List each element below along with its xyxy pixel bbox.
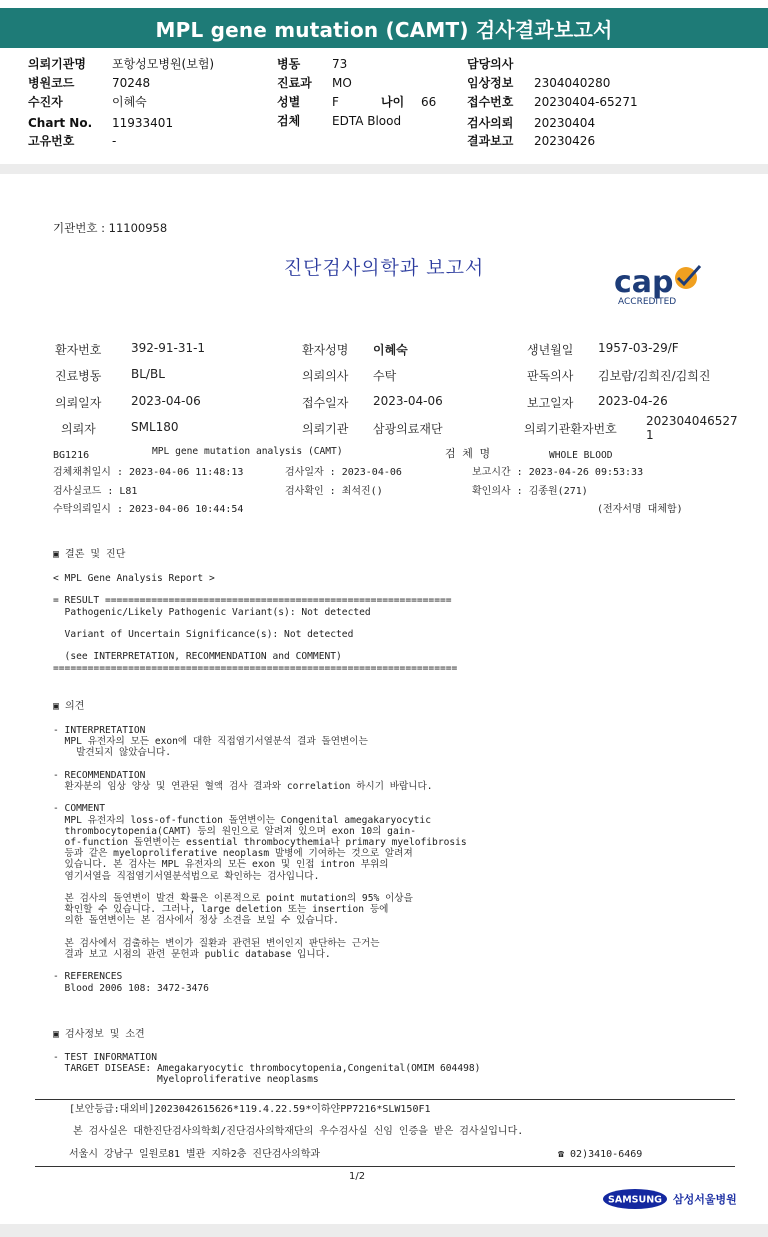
footer-rule-bottom <box>35 1166 735 1167</box>
cap-accredited-logo <box>612 262 708 308</box>
age-label: 나이 <box>381 95 405 109</box>
patient-value: 2023-04-06 <box>131 394 201 408</box>
patient-value: 202304046527 <box>646 414 738 428</box>
section-opinion-title: ▣ 의견 <box>53 701 85 712</box>
patient-label: 환자성명 <box>302 343 349 357</box>
header-value: EDTA Blood <box>332 114 402 128</box>
patient-value: 김보람/김희진/김희진 <box>598 369 711 383</box>
test-row-field: 확인의사 : 김종원(271) <box>472 486 588 497</box>
footer-rule-top <box>35 1099 735 1100</box>
header-row: 결과보고 <box>467 134 514 148</box>
header-row: 성별 <box>277 95 301 109</box>
patient-label: 의뢰일자 <box>55 396 102 410</box>
patient-value: 1957-03-29/F <box>598 341 679 355</box>
header-value: 73 <box>332 57 348 71</box>
cap-sub-text: ACCREDITED <box>618 297 677 307</box>
patient-value: SML180 <box>131 420 179 434</box>
test-row-field: 검사확인 : 최석진() <box>285 486 383 497</box>
samsung-hospital-logo <box>603 1187 743 1211</box>
e-signature-note: (전자서명 대체함) <box>597 504 683 515</box>
security-line: [보안등급:대외비]2023042615626*119.4.22.59*이하얀PP7216*SLW150F1 <box>69 1104 431 1115</box>
header-value: 2304040280 <box>534 76 611 90</box>
patient-label: 환자번호 <box>55 343 102 357</box>
section-conclusion-title: ▣ 결론 및 진단 <box>53 549 126 560</box>
page-title: MPL gene mutation (CAMT) 검사결과보고서 <box>0 8 768 48</box>
header-value: 이혜숙 <box>112 95 147 109</box>
header-value: - <box>112 134 117 148</box>
header-value: F <box>332 95 339 109</box>
header-value: 11933401 <box>112 116 174 130</box>
header-row: 검체 <box>277 114 301 128</box>
patient-label: 의뢰의사 <box>302 369 349 383</box>
test-row-field: 검체채취일시 : 2023-04-06 11:48:13 <box>53 467 244 478</box>
certification-text: 본 검사실은 대한진단검사의학회/진단검사의학재단의 우수검사실 신임 인증을 받은 검사실입니다. <box>73 1126 524 1137</box>
header-row: Chart No. <box>28 116 93 130</box>
section-conclusion-body: < MPL Gene Analysis Report > = RESULT ============================================================ Pathogenic/Likely Pathogenic Variant(s): Not detected Variant of Uncertain Significance(s): Not detected (see INTERPRETATION, RECOMMENDATION and COMMENT) ====================================================================== <box>53 573 458 674</box>
patient-label: 진료병동 <box>55 369 102 383</box>
section-testinfo-body: - TEST INFORMATION TARGET DISEASE: Amegakaryocytic thrombocytopenia,Congenital(OMIM 604498) Myeloproliferative neoplasms <box>53 1052 481 1086</box>
header-row: 담당의사 <box>467 57 514 71</box>
patient-value: 이혜숙 <box>373 343 408 357</box>
patient-label: 판독의사 <box>527 369 574 383</box>
institution-number: 기관번호 : 11100958 <box>53 221 168 235</box>
section-testinfo-title: ▣ 검사정보 및 소견 <box>53 1029 145 1040</box>
header-value: 70248 <box>112 76 151 90</box>
patient-label: 의뢰기관 <box>302 422 349 436</box>
test-row-field: 검사일자 : 2023-04-06 <box>285 467 402 478</box>
header-row: 병동 <box>277 57 301 71</box>
samsung-brand-text: SAMSUNG <box>608 1194 662 1206</box>
header-row: 검사의뢰 <box>467 116 514 130</box>
header-value: 포항성모병원(보험) <box>112 57 215 71</box>
header-row: 진료과 <box>277 76 312 90</box>
patient-value: 392-91-31-1 <box>131 341 206 355</box>
patient-label: 의뢰자 <box>61 422 96 436</box>
report-title: 진단검사의학과 보고서 <box>283 257 485 279</box>
patient-label: 보고일자 <box>527 396 574 410</box>
test-name: MPL gene mutation analysis (CAMT) <box>152 446 343 457</box>
cap-logo-text: cap <box>614 265 674 300</box>
patient-label: 생년월일 <box>527 343 574 357</box>
header-value: 20230404 <box>534 116 596 130</box>
header-row: 병원코드 <box>28 76 75 90</box>
patient-value: 삼광의료재단 <box>373 422 443 436</box>
patient-label: 접수일자 <box>302 396 349 410</box>
patient-value: 2023-04-26 <box>598 394 668 408</box>
patient-value: 2023-04-06 <box>373 394 443 408</box>
lab-phone: ☎ 02)3410-6469 <box>558 1149 643 1160</box>
test-row-field: 수탁의뢰일시 : 2023-04-06 10:44:54 <box>53 504 244 515</box>
patient-value: 1 <box>646 428 654 442</box>
page-number: 1/2 <box>349 1171 366 1182</box>
specimen-label: 검 체 명 <box>445 447 491 460</box>
age-value: 66 <box>421 95 437 109</box>
separator-band <box>0 164 768 174</box>
specimen-value: WHOLE BLOOD <box>549 450 613 461</box>
patient-value: 수탁 <box>373 369 397 383</box>
header-value: 20230426 <box>534 134 596 148</box>
section-opinion-body: - INTERPRETATION MPL 유전자의 모든 exon에 대한 직접염기서열분석 결과 돌연변이는 발견되지 않았습니다. - RECOMMENDATION 환자분의 임상 양상 및 연관된 혈액 검사 결과와 correlation 하시기 바랍니다. - COMMENT MPL 유전자의 loss-of-function 돌연변이는 Congenital amegakaryocytic thrombocytopenia(CAMT) 등의 원인으로 알려져 있으며 exon 10의 gain- of-function 돌연변이는 essential thrombocythemia나 primary myelofibrosis 등과 같은 myeloproliferative neoplasm 발병에 기여하는 것으로 알려져 있습니다. 본 검사는 MPL 유전자의 모든 exon 및 인접 intron 부위의 염기서열을 직접염기서열분석법으로 확인하는 검사입니다. 본 검사의 돌연변이 발견 확률은 이론적으로 point mutation의 95% 이상을 확인할 수 있습니다. 그러나, large deletion 또는 insertion 등에 의한 돌연변이는 본 검사에서 정상 소견을 보일 수 있습니다. 본 검사에서 검출하는 변이가 질환과 관련된 변이인지 판단하는 근거는 결과 보고 시점의 관련 문헌과 public database 입니다. - REFERENCES Blood 2006 108: 3472-3476 <box>53 725 467 994</box>
samsung-hospital-text: 삼성서울병원 <box>673 1193 737 1206</box>
header-row: 접수번호 <box>467 95 514 109</box>
header-row: 임상정보 <box>467 76 514 90</box>
test-row-field: 보고시간 : 2023-04-26 09:53:33 <box>472 467 644 478</box>
patient-label: 의뢰기관환자번호 <box>524 422 617 436</box>
header-value: 20230404-65271 <box>534 95 638 109</box>
bottom-band <box>0 1224 768 1237</box>
lab-address: 서울시 강남구 일원로81 별관 지하2층 진단검사의학과 <box>69 1149 321 1160</box>
test-row-field: 검사실코드 : L81 <box>53 486 138 497</box>
patient-value: BL/BL <box>131 367 165 381</box>
header-row: 수진자 <box>28 95 63 109</box>
test-code: BG1216 <box>53 450 90 461</box>
header-row: 고유번호 <box>28 134 75 148</box>
header-row: 의뢰기관명 <box>28 57 86 71</box>
header-value: MO <box>332 76 352 90</box>
